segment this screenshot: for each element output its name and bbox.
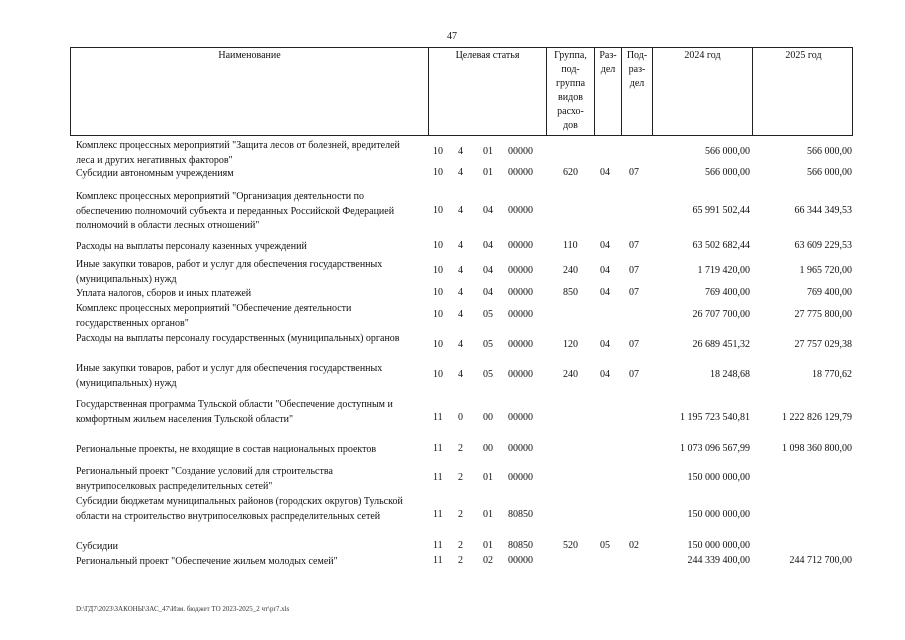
row-amount-2025: 566 000,00 — [807, 167, 852, 178]
row-target-type: 2 — [458, 443, 463, 454]
row-amount-2024: 150 000 000,00 — [687, 472, 750, 483]
row-target-type: 2 — [458, 509, 463, 520]
row-target-item: 04 — [483, 287, 493, 298]
row-target-type: 4 — [458, 167, 463, 178]
row-name: Субсидии автономным учреждениям — [76, 168, 234, 179]
row-expense-group: 240 — [563, 369, 578, 380]
row-target-section: 10 — [433, 287, 443, 298]
row-target-section: 11 — [433, 555, 443, 566]
row-expense-group: 850 — [563, 287, 578, 298]
row-target-item: 04 — [483, 205, 493, 216]
row-amount-2024: 150 000 000,00 — [687, 540, 750, 551]
row-target-code: 00000 — [508, 205, 533, 216]
row-name: Региональные проекты, не входящие в состав национальных проектов — [76, 444, 377, 455]
header-2025: 2025 год — [752, 48, 854, 135]
row-amount-2025: 63 609 229,53 — [794, 240, 852, 251]
row-target-type: 4 — [458, 287, 463, 298]
row-target-item: 04 — [483, 265, 493, 276]
row-target-type: 4 — [458, 205, 463, 216]
header-subsection — [621, 48, 652, 135]
table-row — [0, 258, 905, 286]
table-row — [0, 332, 905, 360]
subsection-line: Под- — [626, 50, 648, 61]
row-target-type: 4 — [458, 265, 463, 276]
row-target-item: 01 — [483, 472, 493, 483]
row-section: 04 — [600, 287, 610, 298]
row-target-item: 04 — [483, 240, 493, 251]
row-target-section: 10 — [433, 309, 443, 320]
row-target-code: 00000 — [508, 287, 533, 298]
header-2024: 2024 год — [652, 48, 752, 135]
table-row — [0, 287, 905, 301]
row-target-item: 05 — [483, 309, 493, 320]
row-target-code: 00000 — [508, 339, 533, 350]
row-target-type: 4 — [458, 240, 463, 251]
row-amount-2024: 244 339 400,00 — [687, 555, 750, 566]
row-target-item: 01 — [483, 509, 493, 520]
row-target-code: 00000 — [508, 472, 533, 483]
header-name: Наименование — [218, 50, 281, 61]
row-subsection: 07 — [629, 369, 639, 380]
table-header — [70, 47, 853, 136]
row-name: Расходы на выплаты персоналу государственных (муниципальных) органов — [76, 333, 400, 344]
header-target: Целевая статья — [428, 48, 546, 135]
row-target-type: 0 — [458, 412, 463, 423]
row-amount-2025: 1 098 360 800,00 — [782, 443, 852, 454]
row-target-section: 11 — [433, 472, 443, 483]
table-row — [0, 362, 905, 390]
group-line: видов — [558, 92, 583, 103]
row-amount-2024: 566 000,00 — [705, 146, 750, 157]
row-target-section: 10 — [433, 339, 443, 350]
page-number: 47 — [447, 31, 457, 42]
group-line: дов — [563, 120, 578, 131]
group-line: расхо- — [557, 106, 584, 117]
row-subsection: 02 — [629, 540, 639, 551]
header-group — [546, 48, 594, 135]
row-name: Расходы на выплаты персоналу казенных учреждений — [76, 241, 307, 252]
row-target-code: 00000 — [508, 412, 533, 423]
row-section: 04 — [600, 339, 610, 350]
row-name: Иные закупки товаров, работ и услуг для обеспечения государственных (муниципальных) нужд — [76, 363, 383, 389]
table-row — [0, 302, 905, 330]
row-target-item: 00 — [483, 412, 493, 423]
row-name: Государственная программа Тульской области "Обеспечение доступным и комфортным жильем населения Тульской области" — [76, 399, 393, 425]
row-target-section: 10 — [433, 205, 443, 216]
row-amount-2024: 769 400,00 — [705, 287, 750, 298]
row-name: Региональный проект "Обеспечение жильем молодых семей" — [76, 556, 338, 567]
row-amount-2025: 1 965 720,00 — [799, 265, 852, 276]
row-target-type: 4 — [458, 369, 463, 380]
group-line: Группа, — [554, 50, 587, 61]
row-target-code: 00000 — [508, 167, 533, 178]
row-target-type: 2 — [458, 540, 463, 551]
row-target-type: 4 — [458, 146, 463, 157]
row-subsection: 07 — [629, 287, 639, 298]
row-subsection: 07 — [629, 240, 639, 251]
row-expense-group: 120 — [563, 339, 578, 350]
row-subsection: 07 — [629, 167, 639, 178]
row-target-section: 10 — [433, 369, 443, 380]
row-amount-2024: 1 195 723 540,81 — [680, 412, 750, 423]
table-row — [0, 139, 905, 167]
row-target-section: 11 — [433, 540, 443, 551]
row-target-code: 80850 — [508, 509, 533, 520]
file-path-footer: D:\ГД7\2023\ЗАКОНЫ\ЗАС_47\Изм. бюджет ТО 2023-2025_2 чт\pr7.xls — [76, 605, 290, 613]
row-amount-2025: 27 775 800,00 — [794, 309, 852, 320]
row-target-item: 05 — [483, 369, 493, 380]
row-name: Региональный проект "Создание условий для строительства внутрипоселковых распределительных сетей" — [76, 466, 333, 492]
row-amount-2024: 18 248,68 — [710, 369, 750, 380]
row-target-code: 00000 — [508, 369, 533, 380]
row-expense-group: 620 — [563, 167, 578, 178]
row-target-section: 11 — [433, 412, 443, 423]
row-target-section: 11 — [433, 509, 443, 520]
subsection-line: раз- — [628, 64, 646, 75]
row-name: Комплекс процессных мероприятий "Организация деятельности по обеспечению полномочий субъекта и переданных Российской Федерацией полномочий в области лесных отношений" — [76, 191, 395, 231]
row-target-section: 10 — [433, 146, 443, 157]
row-amount-2025: 27 757 029,38 — [794, 339, 852, 350]
table-row — [0, 555, 905, 569]
row-subsection: 07 — [629, 265, 639, 276]
row-name: Субсидии бюджетам муниципальных районов (городских округов) Тульской области на строительство внутрипоселковых распределительных сетей — [76, 496, 403, 522]
row-target-code: 00000 — [508, 309, 533, 320]
row-target-code: 00000 — [508, 146, 533, 157]
row-target-section: 10 — [433, 240, 443, 251]
table-row — [0, 167, 905, 181]
section-line: Раз- — [599, 50, 617, 61]
table-row — [0, 465, 905, 493]
row-section: 04 — [600, 167, 610, 178]
row-target-item: 00 — [483, 443, 493, 454]
group-line: под- — [561, 64, 580, 75]
row-expense-group: 520 — [563, 540, 578, 551]
row-amount-2024: 1 073 096 567,99 — [680, 443, 750, 454]
row-amount-2024: 1 719 420,00 — [697, 265, 750, 276]
group-line: группа — [555, 78, 586, 89]
table-row — [0, 443, 905, 457]
row-target-code: 80850 — [508, 540, 533, 551]
row-amount-2025: 66 344 349,53 — [794, 205, 852, 216]
row-amount-2025: 769 400,00 — [807, 287, 852, 298]
row-target-item: 05 — [483, 339, 493, 350]
row-section: 05 — [600, 540, 610, 551]
subsection-line: дел — [629, 78, 645, 89]
row-amount-2025: 1 222 826 129,79 — [782, 412, 852, 423]
table-row — [0, 540, 905, 554]
row-amount-2025: 18 770,62 — [812, 369, 852, 380]
row-target-section: 10 — [433, 167, 443, 178]
row-subsection: 07 — [629, 339, 639, 350]
row-name: Иные закупки товаров, работ и услуг для обеспечения государственных (муниципальных) нужд — [76, 259, 383, 285]
row-expense-group: 240 — [563, 265, 578, 276]
row-target-section: 11 — [433, 443, 443, 454]
row-target-type: 4 — [458, 339, 463, 350]
row-amount-2024: 150 000 000,00 — [687, 509, 750, 520]
row-target-code: 00000 — [508, 265, 533, 276]
table-row — [0, 495, 905, 537]
row-target-code: 00000 — [508, 240, 533, 251]
row-name: Комплекс процессных мероприятий "Защита лесов от болезней, вредителей леса и других негативных факторов" — [76, 140, 400, 166]
row-amount-2024: 26 689 451,32 — [692, 339, 750, 350]
row-target-section: 10 — [433, 265, 443, 276]
row-name: Субсидии — [76, 541, 118, 552]
row-name: Уплата налогов, сборов и иных платежей — [76, 288, 252, 299]
row-amount-2024: 566 000,00 — [705, 167, 750, 178]
row-amount-2025: 244 712 700,00 — [789, 555, 852, 566]
row-section: 04 — [600, 240, 610, 251]
table-row — [0, 240, 905, 254]
row-target-item: 02 — [483, 555, 493, 566]
row-target-item: 01 — [483, 167, 493, 178]
table-row — [0, 398, 905, 440]
row-target-item: 01 — [483, 540, 493, 551]
row-target-type: 4 — [458, 309, 463, 320]
row-expense-group: 110 — [563, 240, 578, 251]
row-amount-2024: 65 991 502,44 — [692, 205, 750, 216]
row-amount-2024: 26 707 700,00 — [692, 309, 750, 320]
row-amount-2025: 566 000,00 — [807, 146, 852, 157]
row-target-type: 2 — [458, 472, 463, 483]
row-target-code: 00000 — [508, 443, 533, 454]
row-section: 04 — [600, 265, 610, 276]
section-line: дел — [600, 64, 616, 75]
header-section — [594, 48, 621, 135]
row-section: 04 — [600, 369, 610, 380]
row-target-item: 01 — [483, 146, 493, 157]
row-name: Комплекс процессных мероприятий "Обеспечение деятельности государственных органов" — [76, 303, 352, 329]
row-target-type: 2 — [458, 555, 463, 566]
row-target-code: 00000 — [508, 555, 533, 566]
row-amount-2024: 63 502 682,44 — [692, 240, 750, 251]
table-row — [0, 190, 905, 234]
